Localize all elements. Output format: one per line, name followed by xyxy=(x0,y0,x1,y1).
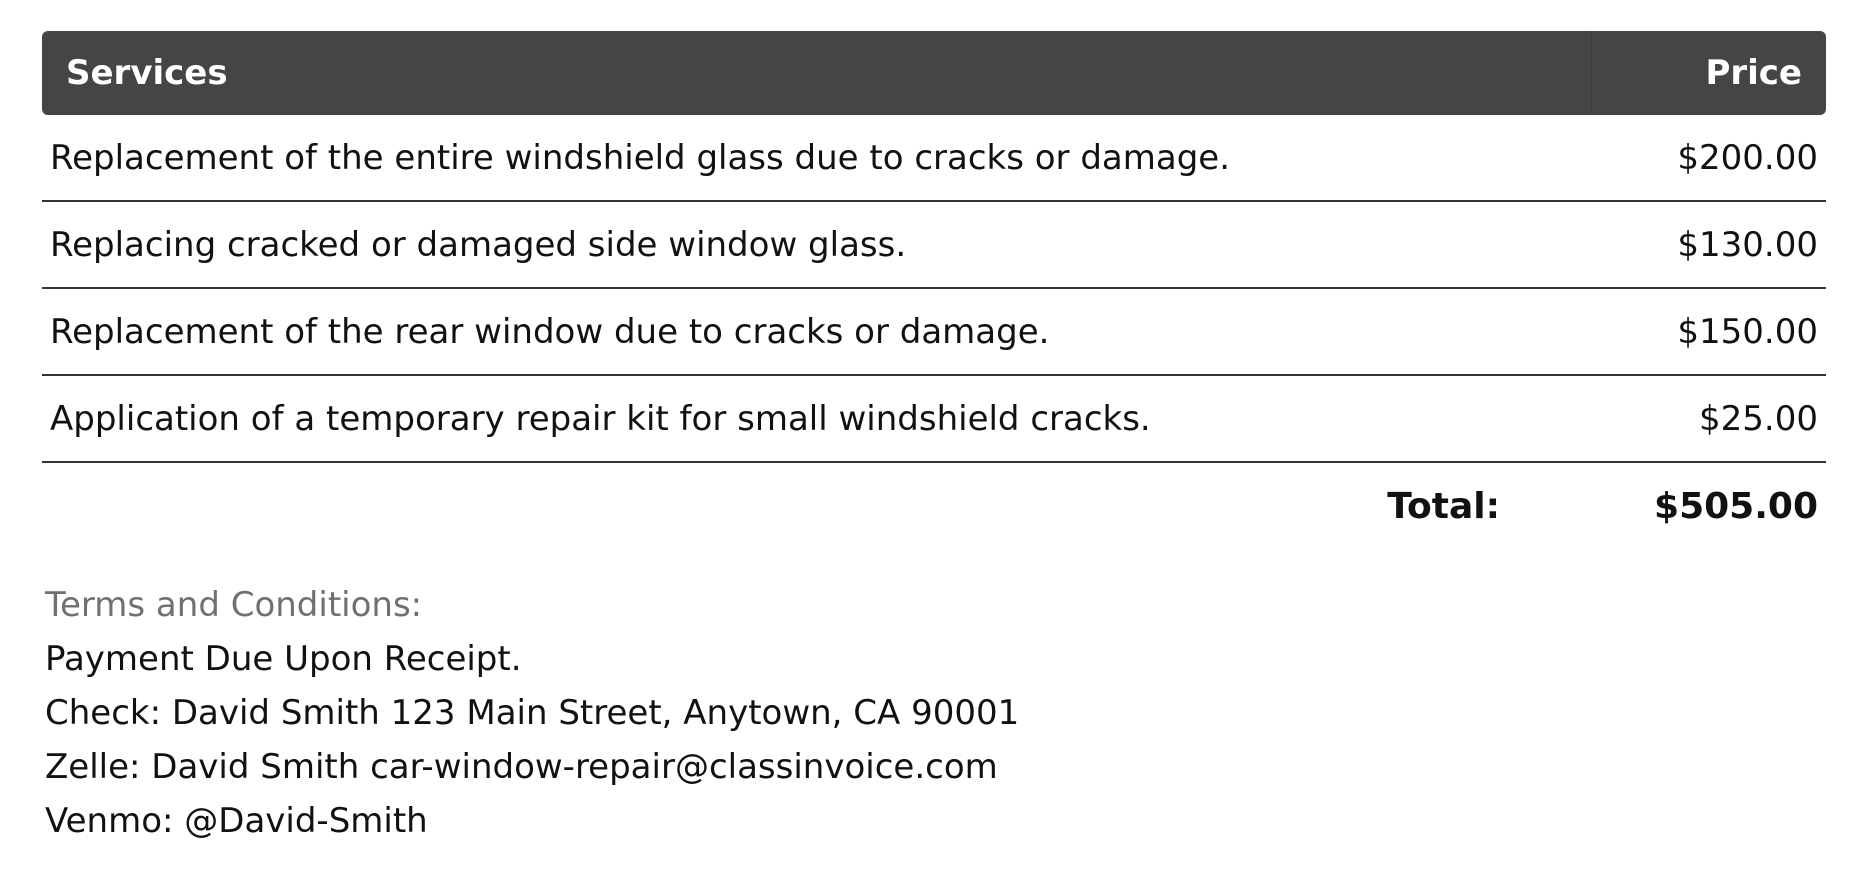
service-description: Replacement of the rear window due to cracks or damage. xyxy=(50,311,1050,352)
table-row xyxy=(42,202,1826,289)
service-description: Replacing cracked or damaged side window glass. xyxy=(50,224,907,265)
service-description: Replacement of the entire windshield glass due to cracks or damage. xyxy=(50,137,1231,178)
terms-line-check: Check: David Smith 123 Main Street, Anytown, CA 90001 xyxy=(45,693,1020,733)
services-table xyxy=(42,31,1826,549)
table-header xyxy=(42,31,1826,115)
total-label: Total: xyxy=(1387,485,1500,527)
total-row xyxy=(42,463,1826,549)
service-price: $150.00 xyxy=(1677,311,1818,352)
terms-section xyxy=(45,578,1019,848)
terms-line-zelle: Zelle: David Smith car-window-repair@classinvoice.com xyxy=(45,747,998,787)
table-row xyxy=(42,289,1826,376)
terms-line-venmo: Venmo: @David-Smith xyxy=(45,801,428,841)
table-row xyxy=(42,376,1826,463)
table-row xyxy=(42,115,1826,202)
service-price: $25.00 xyxy=(1699,398,1818,439)
terms-line-payment: Payment Due Upon Receipt. xyxy=(45,639,522,679)
price-column-header: Price xyxy=(1591,31,1826,115)
total-value: $505.00 xyxy=(1654,485,1818,527)
service-price: $130.00 xyxy=(1677,224,1818,265)
service-description: Application of a temporary repair kit for small windshield cracks. xyxy=(50,398,1151,439)
terms-title: Terms and Conditions: xyxy=(45,585,423,625)
service-price: $200.00 xyxy=(1677,137,1818,178)
services-column-header: Services xyxy=(66,53,228,93)
